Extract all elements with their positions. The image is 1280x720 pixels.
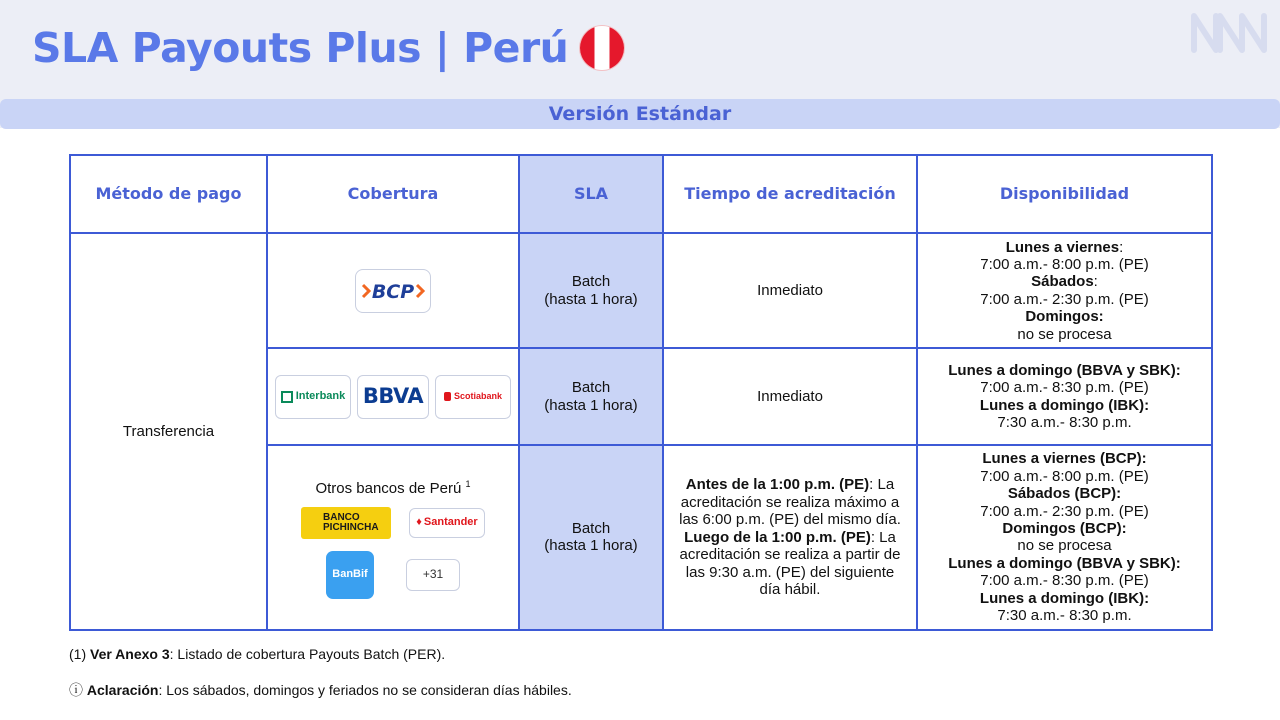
footnote-2-label: Aclaración bbox=[86, 682, 159, 698]
sla-duration: (hasta 1 hora) bbox=[544, 537, 638, 555]
footnote-1 bbox=[69, 646, 445, 662]
version-label: Versión Estándar bbox=[548, 103, 732, 125]
credit-time-cell bbox=[663, 233, 917, 348]
availability-hours: no se procesa bbox=[1017, 537, 1112, 555]
availability-label: Lunes a domingo (BBVA y SBK): bbox=[948, 554, 1181, 572]
bcp-logo-graphic bbox=[360, 276, 426, 306]
coverage-logos bbox=[268, 507, 518, 539]
other-banks-label: Otros bancos de Perú bbox=[315, 479, 462, 497]
credit-time-after-text: : La acreditación se realiza a partir de las 9:30 a.m. (PE) del siguiente día hábil. bbox=[679, 528, 901, 598]
availability-colon: : bbox=[1093, 273, 1098, 291]
credit-time-before bbox=[674, 476, 906, 528]
santander-logo-text: Santander bbox=[423, 516, 478, 529]
availability-colon: : bbox=[1119, 238, 1124, 256]
pichincha-logo-icon bbox=[301, 507, 391, 539]
availability-hours: 7:00 a.m.- 8:00 p.m. (PE) bbox=[980, 256, 1149, 274]
coverage-cell bbox=[267, 233, 519, 348]
nn-logo-icon bbox=[1190, 10, 1268, 56]
availability-label: Lunes a domingo (IBK): bbox=[979, 589, 1150, 607]
scotiabank-logo-icon bbox=[435, 375, 511, 419]
availability-label: Lunes a viernes (BCP): bbox=[982, 450, 1147, 468]
credit-time-cell bbox=[663, 348, 917, 445]
sla-type: Batch bbox=[571, 273, 611, 291]
availability-label: Lunes a viernes bbox=[1005, 238, 1120, 256]
credit-time-cell bbox=[663, 445, 917, 630]
availability-hours: 7:00 a.m.- 2:30 p.m. (PE) bbox=[980, 502, 1149, 520]
availability-hours: 7:30 a.m.- 8:30 p.m. bbox=[997, 607, 1132, 625]
sla-duration: (hasta 1 hora) bbox=[544, 396, 638, 414]
more-banks-badge bbox=[406, 559, 460, 591]
availability-hours: 7:00 a.m.- 8:00 p.m. (PE) bbox=[980, 467, 1149, 485]
availability-hours: 7:00 a.m.- 8:30 p.m. (PE) bbox=[980, 572, 1149, 590]
page-title bbox=[32, 24, 624, 72]
credit-time-before-label: Antes de la 1:00 p.m. (PE) bbox=[685, 476, 870, 494]
footnote-1-link[interactable]: Ver Anexo 3 bbox=[90, 646, 170, 662]
header-coverage: Cobertura bbox=[267, 155, 519, 233]
footnote-2 bbox=[69, 680, 572, 700]
credit-time-before-text: : La acreditación se realiza máximo a las 6:00 p.m. (PE) del mismo día. bbox=[679, 476, 901, 529]
coverage-logos-2 bbox=[268, 551, 518, 599]
scotiabank-logo-text: Scotiabank bbox=[453, 390, 502, 401]
interbank-logo-icon bbox=[275, 375, 351, 419]
other-banks-title bbox=[268, 476, 518, 498]
availability-hours: 7:00 a.m.- 2:30 p.m. (PE) bbox=[980, 290, 1149, 308]
availability-hours: 7:00 a.m.- 8:30 p.m. (PE) bbox=[980, 379, 1149, 397]
footnote-1-prefix: (1) bbox=[69, 646, 90, 662]
bbva-logo-text: BBVA bbox=[362, 383, 424, 408]
coverage-cell bbox=[267, 445, 519, 630]
availability-label: Domingos: bbox=[1025, 308, 1104, 326]
sla-cell bbox=[519, 233, 663, 348]
availability-label: Sábados (BCP): bbox=[1007, 485, 1122, 503]
credit-time-after bbox=[674, 529, 906, 599]
footnote-1-text: : Listado de cobertura Payouts Batch (PER). bbox=[169, 646, 446, 662]
availability-cell bbox=[917, 445, 1212, 630]
credit-time-text: Inmediato bbox=[757, 387, 823, 405]
footnote-ref: 1 bbox=[465, 478, 471, 489]
sla-table bbox=[69, 154, 1213, 631]
banbif-logo-icon bbox=[326, 551, 374, 599]
bcp-logo-icon bbox=[355, 269, 431, 313]
credit-time-text: Inmediato bbox=[757, 282, 823, 300]
table-header-row bbox=[70, 155, 1212, 233]
coverage-cell bbox=[267, 348, 519, 445]
availability-label: Lunes a domingo (IBK): bbox=[979, 396, 1150, 414]
header-availability: Disponibilidad bbox=[917, 155, 1212, 233]
credit-time-after-label: Luego de la 1:00 p.m. (PE) bbox=[684, 528, 871, 546]
version-banner bbox=[0, 99, 1280, 129]
availability-label: Sábados bbox=[1031, 273, 1094, 291]
banbif-logo-text: BanBif bbox=[332, 568, 368, 581]
header-method: Método de pago bbox=[70, 155, 267, 233]
santander-logo-icon bbox=[409, 508, 485, 538]
interbank-logo-text: Interbank bbox=[295, 389, 346, 402]
bbva-logo-icon bbox=[357, 375, 429, 419]
availability-label: Lunes a domingo (BBVA y SBK): bbox=[948, 361, 1181, 379]
method-cell bbox=[70, 233, 267, 630]
table-row bbox=[70, 233, 1212, 348]
coverage-logos bbox=[268, 375, 518, 419]
sla-cell bbox=[519, 445, 663, 630]
sla-cell bbox=[519, 348, 663, 445]
availability-hours: no se procesa bbox=[1017, 325, 1112, 343]
more-banks-count: +31 bbox=[422, 567, 444, 582]
sla-type: Batch bbox=[571, 379, 611, 396]
info-icon: ⓘ bbox=[69, 682, 83, 698]
pichincha-logo-text: BANCO PICHINCHA bbox=[323, 512, 379, 534]
interbank-mark-icon bbox=[281, 391, 293, 403]
header-credit-time: Tiempo de acreditación bbox=[663, 155, 917, 233]
santander-flame-icon: ♦ bbox=[416, 516, 422, 529]
scotiabank-mark-icon bbox=[444, 392, 451, 401]
footnote-2-text: : Los sábados, domingos y feriados no se consideran días hábiles. bbox=[158, 682, 572, 698]
sla-duration: (hasta 1 hora) bbox=[544, 290, 638, 308]
availability-label: Domingos (BCP): bbox=[1002, 520, 1127, 537]
bcp-logo-text: BCP bbox=[371, 280, 415, 303]
header-sla: SLA bbox=[519, 155, 663, 233]
method-label: Transferencia bbox=[122, 422, 215, 440]
sla-type: Batch bbox=[571, 519, 611, 537]
page-title-text: SLA Payouts Plus | Perú bbox=[32, 24, 569, 72]
availability-hours: 7:30 a.m.- 8:30 p.m. bbox=[997, 413, 1132, 431]
availability-cell bbox=[917, 233, 1212, 348]
availability-cell bbox=[917, 348, 1212, 445]
peru-flag-icon bbox=[580, 26, 624, 70]
